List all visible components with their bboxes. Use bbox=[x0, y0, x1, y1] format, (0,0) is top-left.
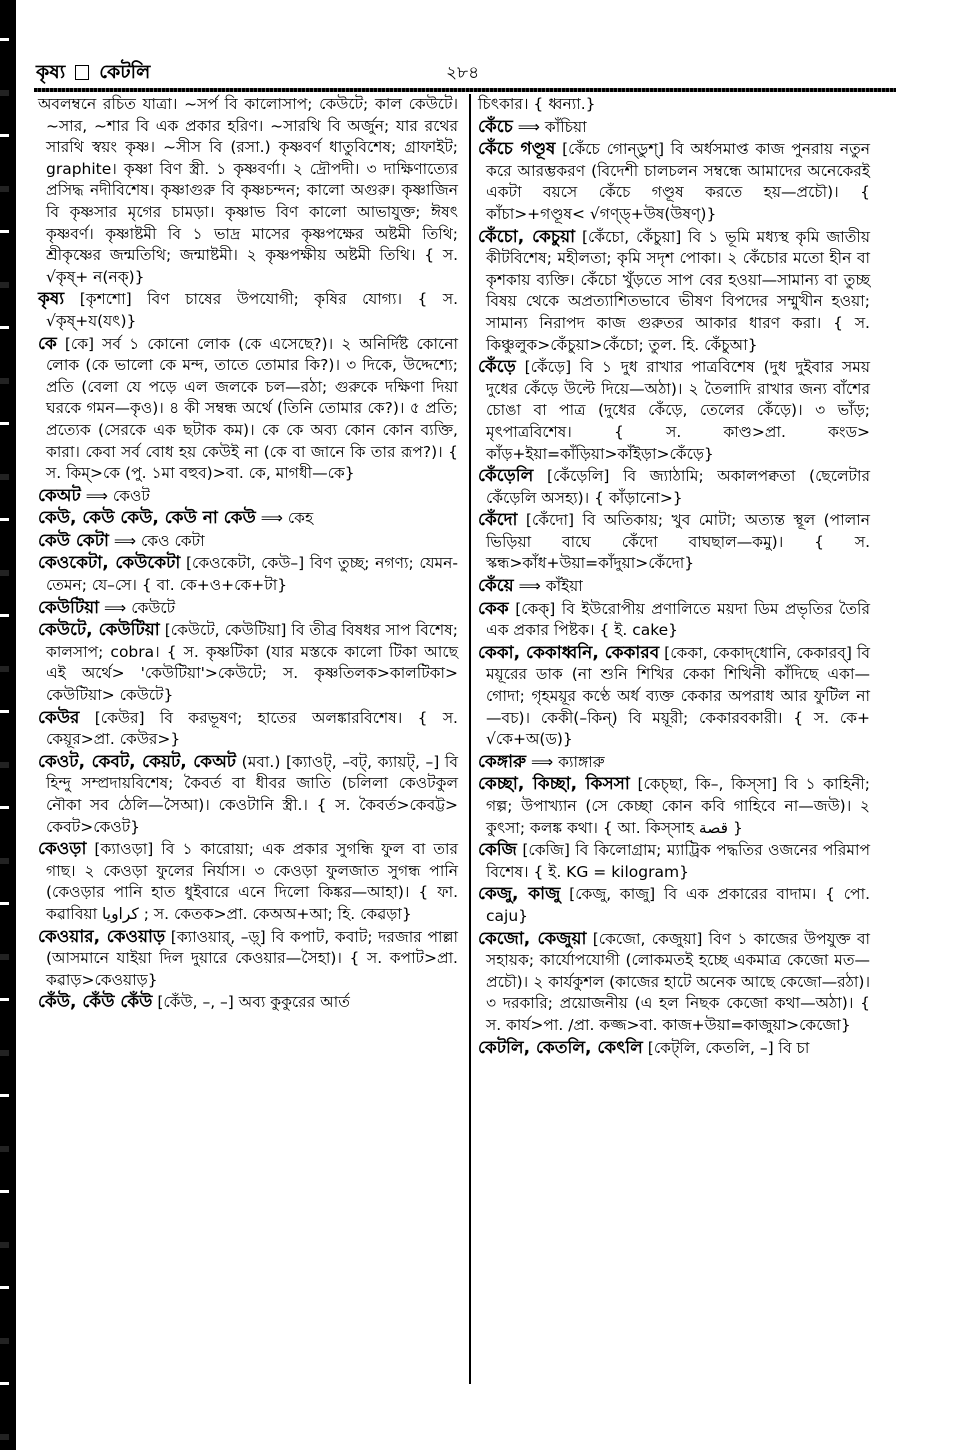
dictionary-entry bbox=[38, 531, 458, 553]
entry-definition: (মবা.) [ক্যাওট্, –বট্, ক্যায়ট্, –] বি হিন্দু সম্প্রদায়বিশেষ; কৈবর্ত বা ধীবর জাতি (চলিলা কেওটকুল নৌকা সব ঠেলি—সৈআ)। কেওটানি স্ত্রী.। { স. কৈবর্ত>কেবট্ট> কেবট>কেওট} bbox=[46, 752, 458, 836]
dictionary-entry bbox=[478, 1038, 870, 1060]
entry-continuation bbox=[478, 94, 870, 116]
dictionary-entry bbox=[478, 840, 870, 883]
dictionary-entry bbox=[478, 139, 870, 225]
square-separator-icon bbox=[75, 65, 89, 80]
entry-headword: কেঅট bbox=[38, 485, 81, 506]
dictionary-entry bbox=[38, 752, 458, 838]
dictionary-entry bbox=[38, 486, 458, 508]
entry-definition: [কেঁড়েলি] বি জ্যাঠামি; অকালপক্বতা (ছেলেটার কেঁড়েলি অসহ্য)। { কাঁড়ানো>} bbox=[486, 467, 870, 507]
entry-definition: [কে] সর্ব ১ কোনো লোক (কে এসেছে?)। ২ অনির্দিষ্ট কোনো লোক (কে ভালো কে মন্দ, তাতে তোমার কি?)। ৩ দিকে, উদ্দেশ্যে; প্রতি (বেলা যে পড়ে এল জলকে চল—রঠা; গুরুকে দক্ষিণা দিয়া ঘরকে গমন—কৃও)। ৪ কী সম্বন্ধ অর্থে (তিনি তোমার কে?)। ৫ প্রতি; প্রত্যেক (সেরকে এক ছটাক কম)। কে কে অব্য কোন কোন ব্যক্তি, কারা। কেবা সর্ব বোধ হয় কেউই না (কে বা জানে কি তার রূপ?)। { স. কিম্>কে (পু. ১মা বহুব)>বা. কে, মাগধী—কে} bbox=[46, 334, 458, 483]
dictionary-entry bbox=[478, 117, 870, 139]
entry-definition: [কেট্‌লি, কেতলি, –] বি চা bbox=[647, 1038, 810, 1057]
entry-headword: কেওট, কেবট, কেয়ট, কেঅট bbox=[38, 751, 237, 772]
entry-definition: [ক্যাওড়া] বি ১ কারোয়া; এক প্রকার সুগন্ধি ফুল বা তার গাছ। ২ কেওড়া ফুলের নির্যাস। ৩ কেওড়া ফুলজাত সুগন্ধ পানি (কেওড়ার পানি হাত ধুইবারে এনে দিলো কিঙ্কর—আহা)। { ফা. কৱাবিয়া کراویا ; স. কেতক>প্রা. কেঅঅ+আ; হি. কেৱড়া} bbox=[46, 840, 458, 923]
dictionary-entry bbox=[38, 620, 458, 706]
entry-headword: কেজো, কেজুয়া bbox=[478, 928, 587, 949]
entry-definition: ⟹ কেহ bbox=[260, 509, 314, 528]
entry-definition: ⟹ কেউটে bbox=[104, 598, 176, 617]
dictionary-entry bbox=[38, 553, 458, 596]
entry-headword: কেউটে, কেউটিয়া bbox=[38, 620, 160, 641]
entry-headword: কেওয়ার, কেওয়াড় bbox=[38, 926, 166, 947]
entry-headword: কেওকেটা, কেউকেটা bbox=[38, 553, 181, 574]
guide-word-first: কৃষ্য bbox=[36, 61, 66, 83]
entry-definition: [কৃশশো] বিণ চাষের উপযোগী; কৃষির যোগ্য। { স. √কৃষ্+য(যৎ)} bbox=[46, 290, 458, 330]
entry-headword: কেউ কেটা bbox=[38, 530, 109, 551]
entry-headword: কেঁচে গণ্ডূষ bbox=[478, 139, 556, 160]
dictionary-entry bbox=[478, 510, 870, 575]
entry-headword: কেজি bbox=[478, 840, 517, 861]
scan-edge-artifact bbox=[9, 0, 16, 1450]
dictionary-entry bbox=[478, 576, 870, 598]
entry-definition: ⟹ কেওট bbox=[85, 486, 150, 505]
guide-words bbox=[36, 58, 150, 90]
entry-headword: কেটলি, কেতলি, কেৎলি bbox=[478, 1037, 643, 1058]
entry-definition: [কেজো, কেজুয়া] বিণ ১ কাজের উপযুক্ত বা সহায়ক; কার্যোপযোগী (লোকমতই হচ্ছে একমাত্র কেজো মত—প্রচৌ)। ২ কার্যকুশল (কাজের হাটে অনেক আছে কেজো—রঠা)। ৩ দরকারি; প্রয়োজনীয় (এ হল নিছক কেজো কথা—অঠা)। { স. কার্য>পা. /প্রা. কজ্জ>বা. কাজ+উয়া=কাজুয়া>কেজো} bbox=[486, 929, 870, 1034]
entry-definition: [ক্যাওয়ার্, –ড়্] বি কপাট, কবাট; দরজার পাল্লা (আসমানে যাইয়া দিল দুয়ারে কেওয়ার—সৈহা)। { স. কপাট>প্রা. কৱাড়>কেওয়াড়} bbox=[46, 927, 458, 989]
left-column bbox=[38, 94, 458, 1015]
entry-definition: [কেউটে, কেউটিয়া] বি তীব্র বিষধর সাপ বিশেষ; কালসাপ; cobra। { স. কৃষ্ণটিকা (যার মস্তকে কালো টিকা আছে এই অর্থে> 'কেউটিয়া'>কেউটে; স. কৃষ্ণতিলক>কালটিকা> কেউটিয়া> কেউটে} bbox=[46, 621, 458, 705]
entry-headword: কেউ, কেউ কেউ, কেউ না কেউ bbox=[38, 508, 256, 529]
dictionary-entry bbox=[38, 708, 458, 751]
entry-headword: কেওড়া bbox=[38, 839, 87, 860]
entry-definition: [কেকা, কেকাদ্‌ধোনি, কেকারব্] বি ময়ূরের ডাক (না শুনি শিখির কেকা শিখিনী কাঁদিছে একা—গোদা; গৃহময়ূর কণ্ঠে অর্ধ ব্যক্ত কেকার অপরাধ আর ফুটিল না—বচ)। কেকী(–কিন্) বি ময়ূরী; কেকারবকারী। { স. কে+ √কে+অ(ড)} bbox=[486, 643, 870, 749]
entry-headword: কেক bbox=[478, 598, 509, 619]
entry-definition: ⟹ কেও কেটা bbox=[113, 531, 205, 550]
dictionary-entry bbox=[478, 227, 870, 357]
entry-headword: কেঙ্গারু bbox=[478, 751, 527, 772]
entry-definition: [কেঁড়ে] বি ১ দুধ রাখার পাত্রবিশেষ (দুধ দুইবার সময় দুধের কেঁড়ে উল্টে দিয়ে—অঠা)। ২ তৈলাদি রাখার জন্য বাঁশের চোঙা বা পাত্র (দুধের কেঁড়ে, তেলের কেঁড়ে)। ৩ ভাঁড়; মৃৎপাত্রবিশেষ। { স. কাণ্ড>প্রা. কংড> কাঁড়+ইয়া=কাঁড়িয়া>কাঁইড়া>কেঁড়ে} bbox=[486, 358, 870, 463]
dictionary-entry bbox=[38, 927, 458, 992]
dictionary-entry bbox=[478, 466, 870, 509]
dictionary-entry bbox=[478, 774, 870, 839]
entry-definition: [কেঁচে গোন্‌ডুশ্] বি অর্ধসমাপ্ত কাজ পুনরায় নতুন করে আরম্ভকরণ (বিদেশী চালচলন সম্বন্ধে আমাদের অনেকেরই একটা বয়সে কেঁচে গণ্ডূষ করতে হয়—প্রচৌ)। { কাঁচা>+গণ্ডূষ< √গণ্ড্+উষ(উষণ্)} bbox=[486, 140, 870, 223]
entry-headword: কেঁড়ে bbox=[478, 357, 516, 378]
entry-definition: [কেঁচো, কেঁচুয়া] বি ১ ভূমি মধ্যস্থ কৃমি জাতীয় কীটবিশেষ; মহীলতা; কৃমি সদৃশ পোকা। ২ কেঁচোর মতো হীন বা কৃশকায় ব্যক্তি। কেঁচো খুঁড়তে সাপ বের হওয়া—সামান্য বা তুচ্ছ বিষয় থেকে অপ্রত্যাশিতভাবে ভীষণ বিপদের সম্মুখীন হওয়া; সামান্য নিরাপদ কাজ গুরুতর আকার ধারণ করা। { স. কিঞ্চুলুক>কেঁচুয়া>কেঁচো; তুল. হি. কেঁচুআ} bbox=[486, 227, 870, 354]
entry-headword: কেঁড়েলি bbox=[478, 466, 534, 487]
right-column bbox=[478, 94, 870, 1060]
entry-headword: কেউটিয়া bbox=[38, 597, 100, 618]
entry-headword: কেচ্ছা, কিচ্ছা, কিসসা bbox=[478, 774, 630, 795]
entry-definition: অবলম্বনে রচিত যাত্রা। ~সর্প বি কালোসাপ; কেউটে; কাল কেউটে। ~সার, ~শার বি এক প্রকার হরিণ। ~সারথি বি অর্জুন; যার রথের সারথি স্বয়ং কৃষ্ণ। ~সীস বি (রসা.) কৃষ্ণবর্ণ ধাতুবিশেষ; গ্রাফাইট; graphite। কৃষ্ণা বিণ স্ত্রী. ১ কৃষ্ণবর্ণা। ২ দ্রৌপদী। ৩ দাক্ষিণাত্যের প্রসিদ্ধ নদীবিশেষ। কৃষ্ণাগুরু বি কৃষ্ণচন্দন; কালো অগুরু। কৃষ্ণাজিন বি কৃষ্ণসার মৃগের চামড়া। কৃষ্ণাভ বিণ কালো আভাযুক্ত; ঈষৎ কৃষ্ণবর্ণ। কৃষ্ণাষ্টমী বি ১ ভাদ্র মাসের কৃষ্ণপক্ষের অষ্টমী তিথি; শ্রীকৃষ্ণের জন্মতিথি; জন্মাষ্টমী। ২ কৃষ্ণপক্ষীয় অষ্টমী তিথি। { স. √কৃষ্+ ন(নক্)} bbox=[38, 95, 458, 286]
column-divider bbox=[469, 94, 471, 1384]
page-number: ২৮৪ bbox=[446, 63, 480, 83]
dictionary-entry bbox=[38, 992, 458, 1014]
dictionary-entry bbox=[478, 357, 870, 465]
dictionary-entry bbox=[478, 643, 870, 751]
entry-headword: কেজু, কাজু bbox=[478, 884, 561, 905]
dictionary-entry bbox=[38, 508, 458, 530]
entry-headword: কেউর bbox=[38, 707, 80, 728]
entry-headword: কেঁদো bbox=[478, 510, 518, 531]
entry-definition: [কেজি] বি কিলোগ্রাম; ম্যাট্রিক পদ্ধতির ওজনের পরিমাপ বিশেষ। { ই. KG = kilogram} bbox=[486, 841, 870, 881]
dictionary-entry bbox=[478, 884, 870, 927]
entry-headword: কেঁচো, কেচুয়া bbox=[478, 226, 576, 247]
entry-headword: কেঁচে bbox=[478, 116, 513, 137]
entry-definition: ⟹ কাঁচিয়া bbox=[517, 117, 587, 136]
entry-headword: কে bbox=[38, 333, 57, 354]
entry-definition: [কেচ্‌ছা, কি–, কিস্‌সা] বি ১ কাহিনী; গল্প; উপাখ্যান (সে কেচ্ছা কোন কবি গাহিবে না—জউ)। ২ কুৎসা; কলঙ্ক কথা। { আ. কিস্‌সাহ قصة } bbox=[486, 775, 870, 837]
dictionary-entry bbox=[478, 599, 870, 642]
entry-definition: ⟹ কাঁইয়া bbox=[518, 577, 583, 596]
page-header bbox=[36, 58, 896, 88]
guide-word-last: কেটলি bbox=[99, 61, 151, 83]
dictionary-entry bbox=[38, 289, 458, 332]
dictionary-entry bbox=[38, 839, 458, 925]
entry-headword: কেকা, কেকাধ্বনি, কেকারব bbox=[478, 642, 660, 663]
entry-headword: কেঁয়ে bbox=[478, 576, 514, 597]
entry-definition: [কেওকেটা, কেউ–] বিণ তুচ্ছ; নগণ্য; যেমন-তেমন; যে–সে। { বা. কে+ও+কে+টা} bbox=[46, 554, 459, 595]
entry-definition: চিৎকার। { ধ্বন্যা.} bbox=[478, 95, 596, 113]
dictionary-entry bbox=[478, 929, 870, 1037]
header-rule bbox=[34, 88, 896, 92]
entry-headword: কৃষ্য bbox=[38, 289, 65, 310]
entry-definition: [কেঁউ, –, –] অব্য কুকুরের আর্ত bbox=[157, 993, 350, 1012]
dictionary-entry bbox=[38, 334, 458, 485]
dictionary-entry bbox=[478, 752, 870, 774]
entry-definition: ⟹ ক্যাঙ্গারু bbox=[530, 752, 605, 771]
entry-definition: [কেজু, কাজু] বি এক প্রকারের বাদাম। { পো. caju} bbox=[486, 885, 870, 925]
entry-definition: [কেঁদো] বি অতিকায়; খুব মোটা; অত্যন্ত স্থূল (পালান ভিড়িয়া বাঘে কেঁদো বাঘছাল—কমু)। { স. স্কন্ধ>কাঁধ+উয়া=কাঁদুয়া>কেঁদো} bbox=[486, 511, 870, 573]
dictionary-entry bbox=[38, 598, 458, 620]
entry-definition: [কেউর] বি করভূষণ; হাতের অলঙ্কারবিশেষ। { স. কেয়ূর>প্রা. কেউর>} bbox=[46, 708, 458, 749]
entry-definition: [কেক্] বি ইউরোপীয় প্রণালিতে ময়দা ডিম প্রভৃতির তৈরি এক প্রকার পিষ্টক। { ই. cake} bbox=[486, 599, 871, 640]
entry-continuation bbox=[38, 94, 458, 288]
entry-headword: কেঁউ, কেঁউ কেঁউ bbox=[38, 992, 153, 1013]
